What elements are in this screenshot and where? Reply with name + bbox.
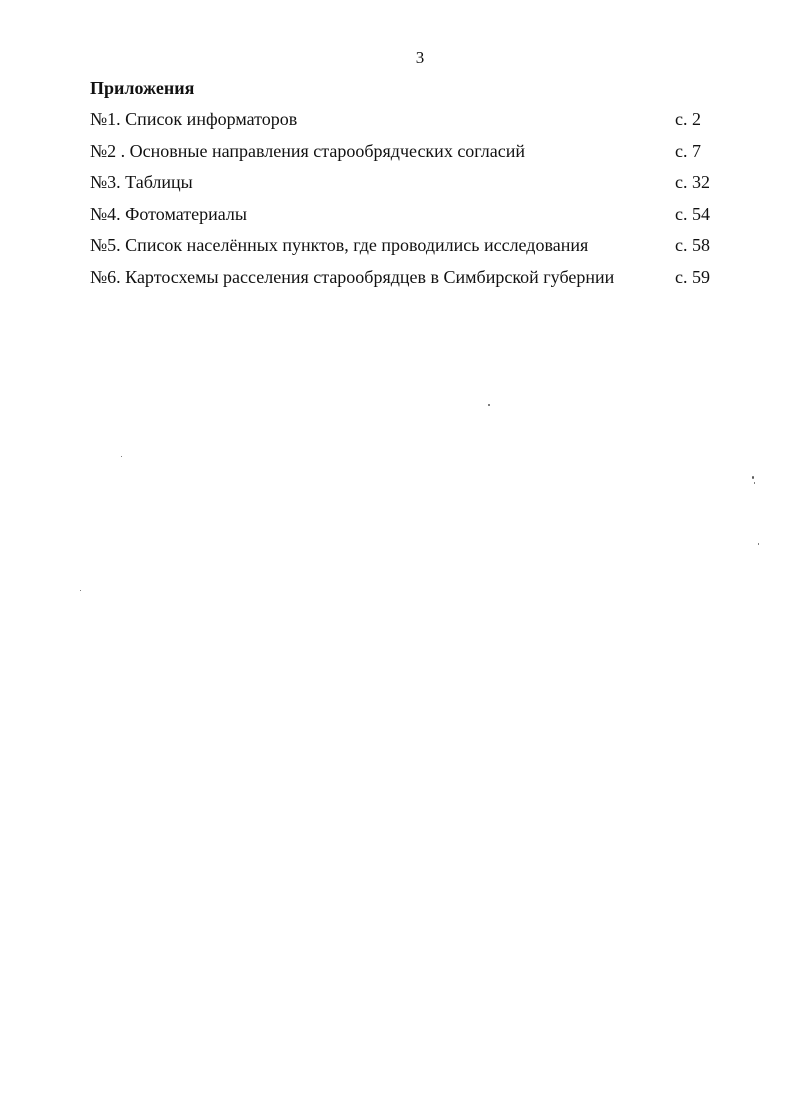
toc-entry-title: №3. Таблицы bbox=[90, 172, 193, 192]
scan-speck bbox=[80, 590, 81, 591]
scan-speck bbox=[488, 404, 490, 406]
toc-entry-page: с. 54 bbox=[675, 203, 710, 224]
scan-speck bbox=[752, 476, 754, 479]
scan-speck bbox=[758, 543, 759, 545]
toc-entry-page: с. 58 bbox=[675, 235, 710, 255]
toc-entry-page: с. 59 bbox=[675, 266, 710, 287]
toc-heading: Приложения bbox=[90, 78, 195, 98]
scan-speck bbox=[754, 482, 755, 484]
toc-entry bbox=[90, 234, 730, 266]
toc-entry bbox=[90, 203, 730, 235]
toc-entry-title: №1. Список информаторов bbox=[90, 109, 298, 129]
scan-speck bbox=[121, 456, 122, 457]
toc-entry-title: №6. Картосхемы расселения старообрядцев в Симбирской губернии bbox=[90, 266, 615, 287]
toc-entry-title: №4. Фотоматериалы bbox=[90, 203, 247, 224]
toc-entry bbox=[90, 140, 730, 172]
toc-entry bbox=[90, 108, 730, 140]
page-number: 3 bbox=[415, 48, 425, 67]
toc-entry-title: №2 . Основные направления старообрядческих согласий bbox=[90, 140, 525, 161]
toc-entry-page: с. 32 bbox=[675, 172, 710, 192]
toc-entry bbox=[90, 266, 730, 298]
toc-entry-page: с. 2 bbox=[675, 109, 701, 129]
toc-entry-title: №5. Список населённых пунктов, где проводились исследования bbox=[90, 235, 589, 255]
toc-entry bbox=[90, 171, 730, 203]
table-of-contents bbox=[90, 108, 730, 297]
toc-entry-page: с. 7 bbox=[675, 140, 701, 161]
